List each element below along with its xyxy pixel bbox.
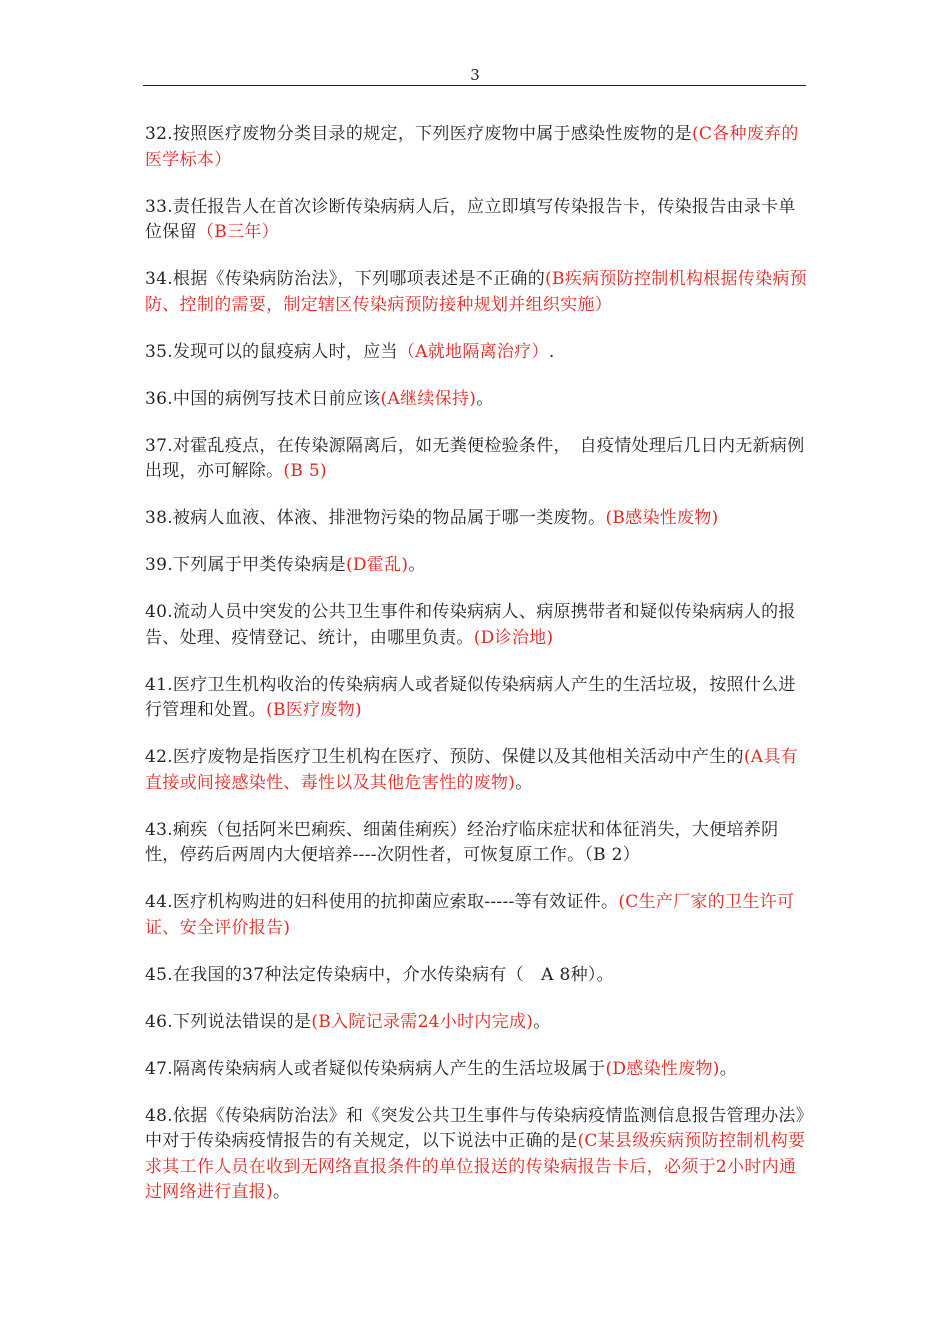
question-text: 36.中国的病例写技术日前应该 [145, 388, 381, 409]
question-item [145, 745, 808, 796]
question-text: 32.按照医疗废物分类目录的规定，下列医疗废物中属于感染性废物的是 [145, 124, 692, 144]
question-text: 44.医疗机构购进的妇科使用的抗抑菌应索取-----等有效证件。 [145, 892, 619, 912]
question-item [145, 553, 808, 579]
question-suffix: 。 [273, 1182, 291, 1202]
question-item [145, 195, 808, 246]
question-text: 48.依据《传染病防治法》和《突发公共卫生事件与传染病疫情监测信息报告管理办法》中对于传染病疫情报告的有关规定，以下说法中正确的是 [145, 1105, 805, 1151]
question-answer: (D感染性废物) [605, 1058, 720, 1079]
question-item [145, 387, 808, 413]
question-text: 35.发现可以的鼠疫病人时，应当 [145, 341, 398, 362]
question-text: 43.痢疾（包括阿米巴痢疾、细菌佳痢疾）经治疗临床症状和体征消失，大便培养阴性，停药后两周内大便培养----次阴性者，可恢复原工作。（B 2） [145, 819, 779, 865]
question-text: 42.医疗废物是指医疗卫生机构在医疗、预防、保健以及其他相关活动中产生的 [145, 747, 744, 767]
question-text: 47.隔离传染病病人或者疑似传染病病人产生的生活垃圾属于 [145, 1058, 606, 1079]
question-answer: (C各种废弃的医学标本） [145, 124, 799, 170]
question-suffix: 。 [533, 1011, 551, 1032]
question-item [145, 963, 808, 989]
question-item [145, 673, 808, 724]
question-item [145, 122, 808, 173]
question-text: 38.被病人血液、体液、排泄物污染的物品属于哪一类废物。 [145, 508, 606, 528]
question-item [145, 600, 808, 651]
question-text: 46.下列说法错误的是 [145, 1011, 312, 1032]
question-item [145, 890, 808, 941]
question-answer: (B感染性废物) [605, 508, 719, 528]
question-answer: (C某县级疾病预防控制机构要求其工作人员在收到无网络直报条件的单位报送的传染病报告卡后，必须于2小时内通过网络进行直报) [145, 1131, 806, 1202]
question-text: 34.根据《传染病防治法》，下列哪项表述是不正确的 [145, 269, 546, 289]
question-text: 40.流动人员中突发的公共卫生事件和传染病病人、病原携带者和疑似传染病病人的报告、处理、疫情登记、统计，由哪里负责。 [145, 602, 796, 648]
question-item [145, 1057, 808, 1083]
header-rule [143, 85, 806, 86]
question-answer: (D霍乱) [345, 555, 409, 575]
question-item [145, 818, 808, 869]
question-suffix: 。 [408, 555, 426, 575]
question-item [145, 340, 808, 366]
question-suffix: . [548, 341, 555, 362]
question-text: 41.医疗卫生机构收治的传染病病人或者疑似传染病病人产生的生活垃圾，按照什么进行管理和处置。 [145, 674, 796, 720]
question-text: 37.对霍乱疫点，在传染源隔离后，如无粪便检验条件， 自疫情处理后几日内无新病例出现，亦可解除。 [145, 435, 805, 481]
question-answer: (D诊治地) [473, 627, 554, 648]
question-item [145, 506, 808, 532]
question-text: 39.下列属于甲类传染病是 [145, 555, 346, 575]
question-item [145, 1104, 808, 1206]
question-suffix: 。 [719, 1058, 738, 1079]
question-item [145, 267, 808, 318]
question-list [145, 122, 808, 1227]
question-answer: （B三年） [196, 222, 279, 242]
question-answer: （A就地隔离治疗） [397, 341, 549, 362]
question-item [145, 434, 808, 485]
question-answer: (B疾病预防控制机构根据传染病预防、控制的需要，制定辖区传染病预防接种规划并组织实施） [145, 269, 807, 315]
question-suffix: 。 [515, 772, 533, 793]
question-answer: (B入院记录需24小时内完成) [311, 1011, 534, 1032]
question-answer: (B医疗废物) [266, 700, 362, 720]
question-answer: (A具有直接或间接感染性、毒性以及其他危害性的废物) [145, 747, 798, 793]
question-item [145, 1010, 808, 1036]
question-answer: (A继续保持) [380, 388, 477, 409]
question-answer: (C生产厂家的卫生许可证、安全评价报告) [145, 892, 795, 938]
question-suffix: 。 [476, 388, 494, 409]
question-text: 33.责任报告人在首次诊断传染病病人后，应立即填写传染报告卡，传染报告由录卡单位保留 [145, 196, 796, 242]
question-answer: (B 5) [283, 461, 327, 481]
page-number: 3 [470, 66, 480, 84]
question-text: 45.在我国的37种法定传染病中，介水传染病有（ A 8种）。 [145, 964, 614, 985]
